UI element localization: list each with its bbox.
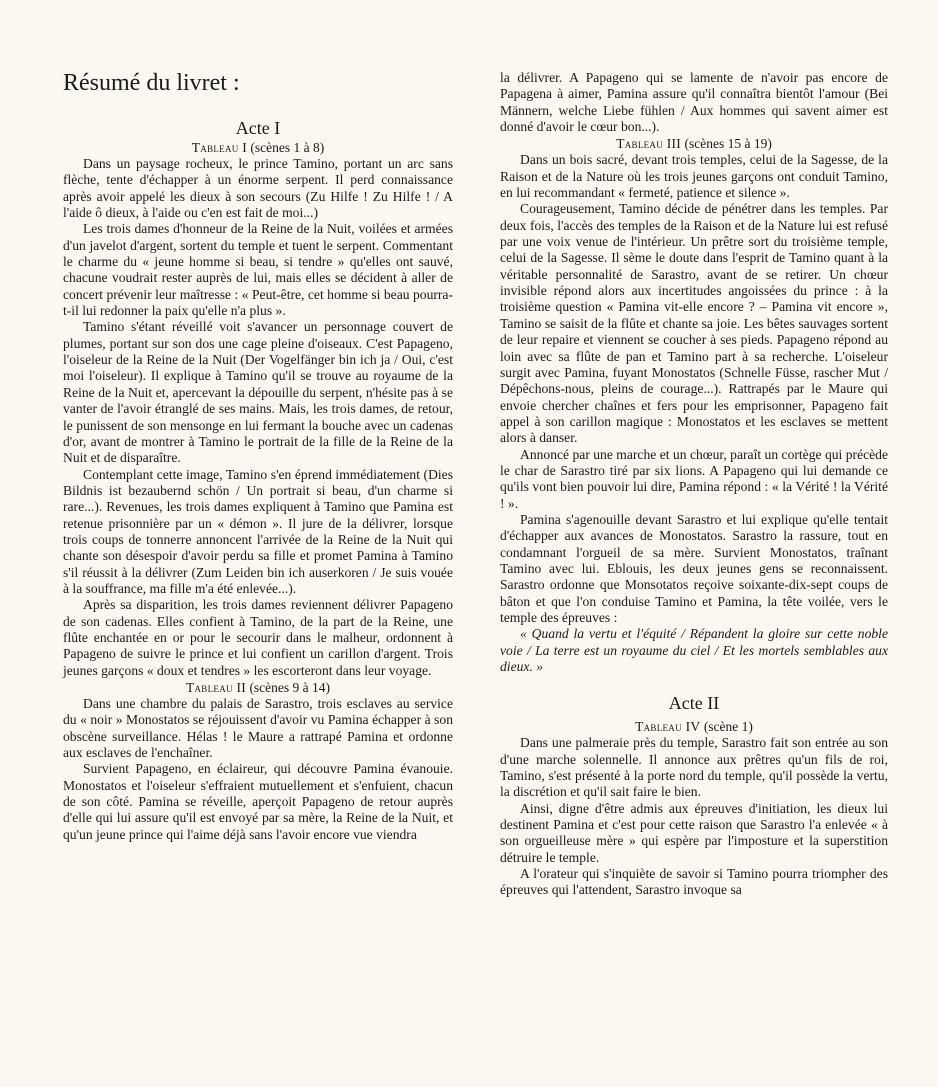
- tableau-4-heading: [500, 718, 888, 735]
- right-column: [500, 70, 888, 899]
- tableau-4-scenes: (scène 1): [703, 719, 753, 735]
- tableau-3-heading: [500, 135, 888, 152]
- paragraph: Tamino s'étant réveillé voit s'avancer un personnage couvert de plumes, portant sur son dos une cage pleine d'oiseaux. C'est Papageno, l'oiseleur de la Reine de la Nuit (Der Vogelfänger bin ich ja / Oui, c'est moi l'oiseleur). Il explique à Tamino qu'il se trouve au royaume de la Reine de la Nuit et, apercevant la dépouille du serpent, n'hésite pas à se vanter de l'avoir étranglé de ses mains. Mais, les trois dames, de retour, le punissent de son mensonge en lui fermant la bouche avec un cadenas d'or, avant de montrer à Tamino le portrait de la fille de la Reine de la Nuit et de disparaître.: [63, 319, 453, 466]
- paragraph: Dans un paysage rocheux, le prince Tamino, portant un arc sans flèche, tente d'échapper à un énorme serpent. Il perd connaissance après avoir appelé les dieux à son secours (Zu Hilfe ! Zu Hilfe ! / A l'aide ô dieux, à l'aide ou c'en est fait de moi...): [63, 156, 453, 221]
- paragraph: Pamina s'agenouille devant Sarastro et lui explique qu'elle tentait d'échapper aux avances de Monostatos. Sarastro la rassure, tout en condamnant l'orgueil de sa mère. Survient Monostatos, traînant Tamino avec lui. Eblouis, les deux jeunes gens se reconnaissent. Sarastro ordonne que Monsotatos reçoive soixante-dix-sept coups de bâton et que l'on conduise Tamino et Pamina, la tête voilée, vers le temple des épreuves :: [500, 511, 888, 625]
- paragraph: Annoncé par une marche et un chœur, paraît un cortège qui précède le char de Sarastro tiré par six lions. A Papageno qui lui demande ce qu'ils vont bien pouvoir lui dire, Pamina répond : « la Vérité ! la Vérité ! ».: [500, 446, 888, 511]
- tableau-1-label: Tableau I: [191, 140, 248, 155]
- tableau-3-label: Tableau III: [616, 136, 682, 152]
- paragraph: Dans un bois sacré, devant trois temples, celui de la Sagesse, de la Raison et de la Nature où les trois jeunes garçons ont conduit Tamino, en lui recommandant « fermeté, patience et silence ».: [500, 152, 888, 201]
- tableau-1-heading: [63, 139, 453, 156]
- tableau-4-label: Tableau IV: [635, 719, 701, 735]
- quote: « Quand la vertu et l'équité / Répandent la gloire sur cette noble voie / La terre est un royaume du ciel / Et les mortels semblables aux dieux. »: [500, 626, 888, 675]
- paragraph-continued: la délivrer. A Papageno qui se lamente de n'avoir pas encore de Papagena à aimer, Pamina assure qu'il connaîtra bientôt l'amour (Bei Männern, welche Liebe fühlen / Aux hommes qui savent aimer est donné d'avoir le cœur bon...).: [500, 70, 888, 135]
- tableau-2-heading: [63, 679, 453, 696]
- left-column: [63, 0, 453, 843]
- paragraph: Ainsi, digne d'être admis aux épreuves d'initiation, les dieux lui destinent Pamina et c'est pour cette raison que Sarastro l'a enlevée « à son orgueilleuse mère » qui espère par l'imposture et la superstition détruire le temple.: [500, 800, 888, 865]
- page-title: Résumé du livret :: [63, 70, 240, 96]
- tableau-1-scenes: (scènes 1 à 8): [250, 140, 325, 155]
- tableau-3-scenes: (scènes 15 à 19): [684, 136, 772, 152]
- paragraph: Les trois dames d'honneur de la Reine de la Nuit, voilées et armées d'un javelot d'argent, sortent du temple et tuent le serpent. Commentant le charme du « jeune homme si beau, si tendre » qu'elles ont sauvé, chacune voudrait rester auprès de lui, mais elles se décident à aller de concert prévenir leur maîtresse : « Peut-être, cet homme si beau pourra-t-il lui redonner la paix qu'elle n'a plus ».: [63, 221, 453, 319]
- paragraph: Courageusement, Tamino décide de pénétrer dans les temples. Par deux fois, l'accès des temples de la Raison et de la Nature lui est refusé par une voix venue de l'intérieur. Un prêtre sort du troisième temple, celui de la Sagesse. Il sème le doute dans l'esprit de Tamino quant à la véritable personnalité de Sarastro, avant de se retirer. Un chœur invisible répond alors aux incertitudes angoissées du prince : à la troisième question « Pamina vit-elle encore ? – Pamina vit encore », Tamino se saisit de la flûte et chante sa joie. Les bêtes sauvages sortent de leur repaire et viennent se coucher à ses pieds. Papageno répond au loin avec sa flûte de pan et Tamino part à sa recherche. L'oiseleur surgit avec Pamina, fuyant Monostatos (Schnelle Füsse, rascher Mut / Dépêchons-nous, pleins de courage...). Rattrapés par le Maure qui envoie chercher chaînes et fers pour les emprisonner, Papageno fait appel à son carillon magique : Monostatos et les esclaves se mettent alors à danser.: [500, 201, 888, 446]
- paragraph: Après sa disparition, les trois dames reviennent délivrer Papageno de son cadenas. Elles confient à Tamino, de la part de la Reine, une flûte enchantée en or pour le secourir dans le malheur, ordonnent à Papageno de suivre le prince et lui confient un carillon d'argent. Trois jeunes garçons « doux et tendres » les escorteront dans leur voyage.: [63, 597, 453, 678]
- tableau-2-scenes: (scènes 9 à 14): [249, 680, 331, 695]
- paragraph: Dans une chambre du palais de Sarastro, trois esclaves au service du « noir » Monostatos se réjouissent d'avoir vu Pamina échapper à son obscène surveillance. Hélas ! le Maure a rattrapé Pamina et ordonne aux esclaves de l'enchaîner.: [63, 696, 453, 761]
- paragraph: A l'orateur qui s'inquiète de savoir si Tamino pourra triompher des épreuves qui l'attendent, Sarastro invoque sa: [500, 866, 888, 898]
- paragraph: Contemplant cette image, Tamino s'en éprend immédiatement (Dies Bildnis ist bezaubernd schön / Un portrait si beau, d'un charme si rare...). Revenues, les trois dames expliquent à Tamino que Pamina est retenue prisonnière par un « démon ». Il jure de la délivrer, lorsque trois coups de tonnerre annoncent l'arrivée de la Reine de la Nuit qui chante son désespoir d'avoir perdu sa fille et promet Pamina à Tamino s'il réussit à la délivrer (Zum Leiden bin ich auserkoren / Je suis vouée à la souffrance, ma fille m'a été enlevée...).: [63, 466, 453, 596]
- paragraph: Survient Papageno, en éclaireur, qui découvre Pamina évanouie. Monostatos et l'oiseleur s'effraient mutuellement et s'enfuient, chacun de son côté. Pamina se réveille, aperçoit Papageno de retour auprès d'elle qui lui assure qu'il est envoyé par sa mère, la Reine de la Nuit, et qu'un jeune prince qui l'aime déjà sans l'avoir encore vue viendra: [63, 761, 453, 842]
- acte-2-heading: Acte II: [668, 693, 720, 714]
- paragraph: Dans une palmeraie près du temple, Sarastro fait son entrée au son d'une marche solennelle. Il annonce aux prêtres qu'un fils de roi, Tamino, s'est présenté à la porte nord du temple, qu'il possède la vertu, la discrétion et qu'il sait faire le bien.: [500, 735, 888, 800]
- acte-1-heading: Acte I: [235, 118, 281, 138]
- tableau-2-label: Tableau II: [185, 680, 247, 695]
